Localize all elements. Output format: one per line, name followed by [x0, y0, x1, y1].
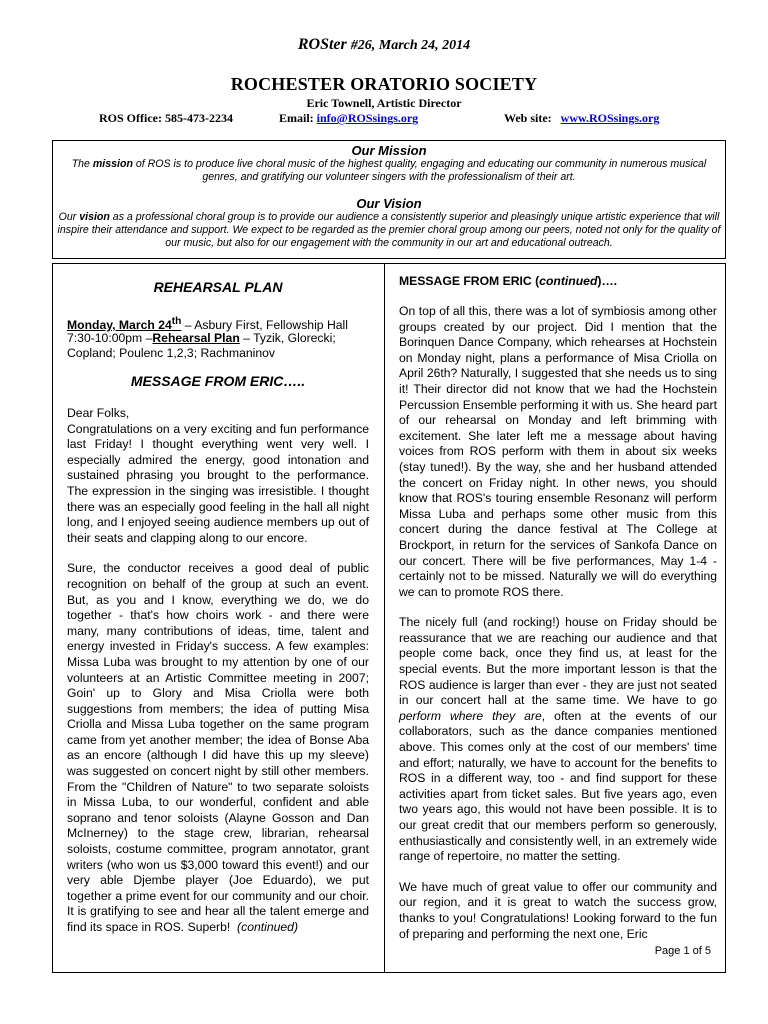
- message-continued-heading-italic: continued: [539, 274, 598, 288]
- office-label: ROS Office:: [99, 111, 162, 125]
- vision-text: [57, 211, 721, 250]
- rehearsal-details: [67, 314, 369, 362]
- continued-note: (continued): [237, 920, 299, 934]
- continued-paragraph-2: [399, 615, 717, 865]
- message-greeting: Dear Folks,: [67, 406, 130, 420]
- email-label: Email:: [279, 111, 314, 125]
- artistic-director: Eric Townell, Artistic Director: [306, 96, 462, 110]
- rehearsal-plan-line: [67, 331, 369, 362]
- continued-paragraph-3: We have much of great value to offer our community and our region, and it is great to watch the success grow, thanks to you! Congratulations! Looking forward to the fun of preparing and performing the next one, Eric: [399, 879, 717, 941]
- message-body: [67, 406, 369, 936]
- mission-text-bold: mission: [92, 158, 133, 170]
- left-column: [67, 264, 369, 972]
- continued-paragraph-2-italic: perform where they are: [399, 708, 542, 723]
- vision-text-post: as a professional choral group is to provide our audience a consistently superior and pleasingly unique artistic experience that will inspire their attendance and support. We expect to be regarded as the premier choral group among our peers, noted not only for the quality of our music, but also for our engagement with the community in our art and educational outreach.: [57, 211, 721, 249]
- continued-paragraph-2-pre: The nicely full (and rocking!) house on Friday should be reassurance that we are reaching our audience and that people come back, once they find us, at least for the special events. But the more important lesson is that the ROS audience is larger than ever - they are just not seated in our concert hall at the same time. We have to go: [399, 615, 717, 708]
- message-heading: MESSAGE FROM ERIC…..: [130, 373, 306, 389]
- web-link[interactable]: www.ROSsings.org: [560, 111, 660, 125]
- continued-paragraph-2-post: , often at the events of our collaborators, such as the dance companies mentioned above. This comes only at the cost of our members' time and effort; naturally, we have to account for the benefits to ROS in a different way, too - and find support for these activities apart from ticket sales. But five years ago, even two years ago, this would not have been possible. It is to our great credit that our members perform so generously, enthusiastically and consistently well, in an extremely wide range of repertoire, no matter the setting.: [399, 708, 717, 864]
- column-divider: [384, 264, 385, 972]
- email-link[interactable]: info@ROSsings.org: [316, 111, 419, 125]
- page-number: Page 1 of 5: [654, 945, 711, 957]
- mission-vision-box: [52, 140, 726, 259]
- rehearsal-heading: REHEARSAL PLAN: [153, 279, 283, 295]
- message-continued-body: [399, 304, 717, 942]
- rehearsal-location: – Asbury First, Fellowship Hall: [181, 318, 348, 333]
- rehearsal-time: 7:30-10:00pm –: [67, 330, 153, 345]
- web-label: Web site:: [504, 111, 552, 125]
- vision-heading: Our Vision: [356, 196, 422, 211]
- rehearsal-date: Monday, March 24: [67, 318, 172, 333]
- vision-text-bold: vision: [79, 211, 110, 223]
- content-columns: [52, 263, 726, 973]
- message-continued-heading: MESSAGE FROM ERIC (continued)….: [399, 274, 618, 288]
- office-phone: 585-473-2234: [164, 111, 233, 125]
- message-continued-heading-post: ….: [601, 274, 618, 288]
- mission-text-pre: The: [71, 158, 93, 170]
- message-paragraph-1: Congratulations on a very exciting and fun performance last Friday! I thought everything went very well. I especially admired the energy, good intonation and sustained phrasing you brought to the performance. The expression in the singing was irresistible. I thought there was an especially good feeling in the hall all night long, and I enjoyed seeing audience members up out of their seats and clapping along to our encore.: [67, 421, 369, 545]
- newsletter-title: ROSter: [297, 36, 347, 53]
- message-paragraph-2-text: Sure, the conductor receives a good deal of public recognition on behalf of the group at such an event. But, as you and I know, everything we do, we do together - that's how choirs work - and there were many, many contributions of ideas, time, talent and energy invested in Friday's success. A few examples: Missa Luba was brought to my attention by one of our volunteers at an Artistic Committee meeting in 2007; Goin' up to Glory and Misa Criolla were both suggestions from members; the idea of putting Misa Criolla and Missa Luba together on the same program came from yet another member; the idea of Bonse Aba as an encore (although I did have this up my sleeve) was suggested on concert night by still other members. From the "Children of Nature" to two separate soloists in Missa Luba, to our wonderful, confident and able soprano and tenor soloists (Alayne Gosson and Dan McInerney) to the stage crew, librarian, rehearsal soloists, costume committee, program annotator, grant writers (who won us $3,000 toward this event!) and our very able Djembe player (Joe Eduardo), we put together a prime event for our community and our choir. It is gratifying to see and hear all the talent emerge and find its space in ROS. Superb!: [67, 561, 369, 934]
- contact-line: [0, 111, 768, 127]
- issue-info: #26, March 24, 2014: [350, 38, 471, 53]
- rehearsal-date-sup: th: [171, 316, 182, 327]
- message-continued-heading-pre: MESSAGE FROM ERIC: [399, 274, 532, 288]
- web-info: [504, 111, 659, 126]
- mission-text-post: of ROS is to produce live choral music of the highest quality, engaging and educating our community in numerous musical genres, and gratifying our volunteer singers with the professionalism of their art.: [132, 158, 707, 183]
- vision-text-pre: Our: [58, 211, 80, 223]
- newsletter-masthead: [0, 36, 768, 54]
- rehearsal-plan: – Tyzik, Glorecki; Copland; Poulenc 1,2,3; Rachmaninov: [67, 330, 336, 361]
- organization-name: ROCHESTER ORATORIO SOCIETY: [230, 74, 538, 94]
- email-info: [279, 111, 418, 126]
- mission-heading: Our Mission: [351, 143, 427, 158]
- rehearsal-plan-label: Rehearsal Plan: [152, 330, 240, 345]
- message-paragraph-2: [67, 561, 369, 935]
- mission-text: [57, 158, 721, 184]
- office-info: [99, 111, 233, 126]
- continued-paragraph-1: On top of all this, there was a lot of symbiosis among other groups created by our project. Did I mention that the Borinquen Dance Company, which rehearses at Hochstein on Monday night, plans a performance of Misa Criolla on April 26th? Naturally, I suggested that she needs us to sing it! Their director did not know that we had the Hochstein Percussion Ensemble performing it with us. She heard part of our rehearsal on Monday and left brimming with excitement. She later left me a message about having voices from ROS perform with them in about six weeks (stay tuned!). By the way, she and her husband attended the concert on Friday night. In other news, you should know that ROS's touring ensemble Resonanz will perform Missa Luba and perhaps some other music from this concert during the dance festival at The College at Brockport, in return for the services of Sankofa Dance on our concert. There will be five performances, May 1-4 -certainly not to be missed. Naturally we will do everything we can to promote ROS there.: [399, 304, 717, 599]
